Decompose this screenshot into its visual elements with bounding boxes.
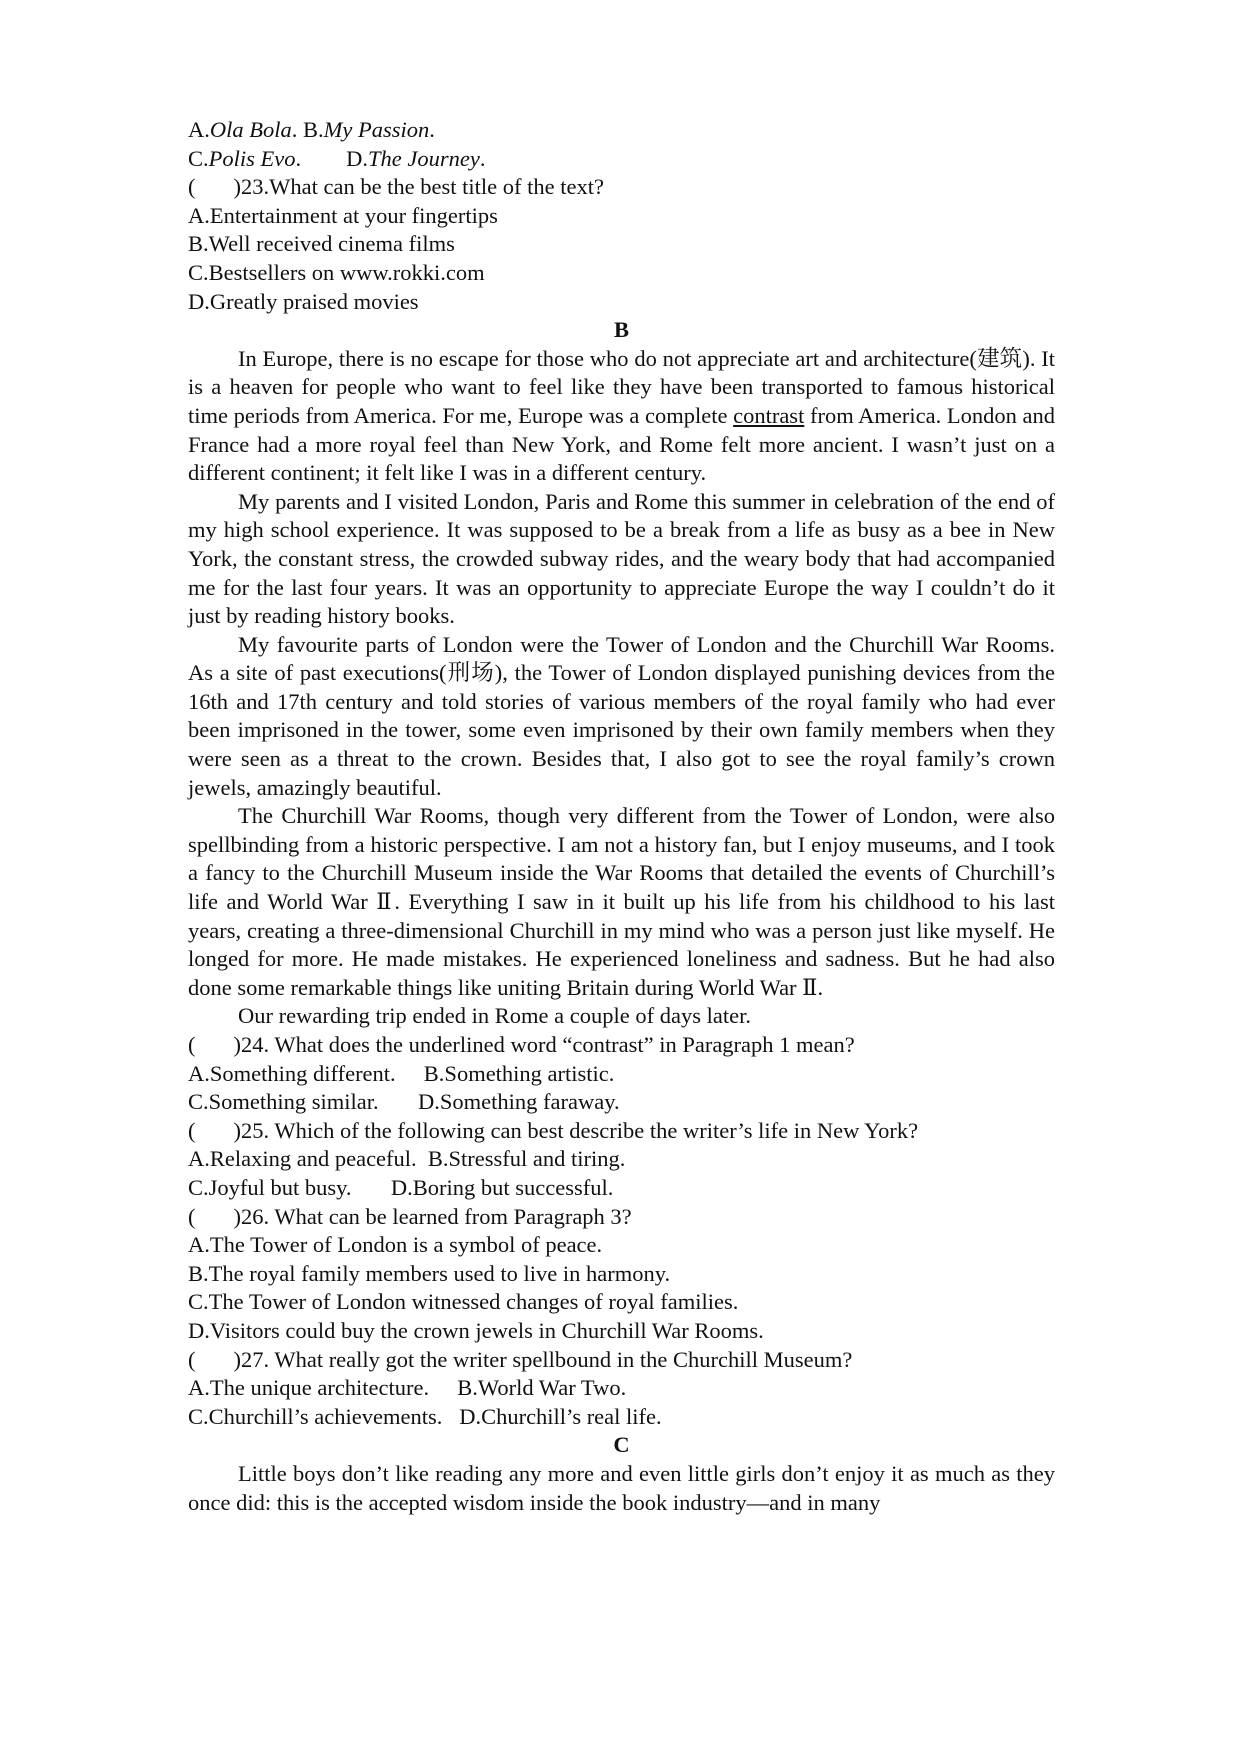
answer-bracket-close: ) xyxy=(233,174,241,200)
passage-b-paragraph-1 xyxy=(188,345,1055,488)
q24-options-line-2: C.Something similar. D.Something faraway. xyxy=(188,1089,620,1115)
section-heading-c: C xyxy=(613,1432,630,1458)
question-23 xyxy=(188,173,1055,202)
question-number: 25. xyxy=(241,1117,270,1143)
answer-bracket-open: ( xyxy=(188,1032,196,1057)
option-b-suffix: . xyxy=(429,117,435,142)
option-d-prefix: D. xyxy=(346,145,368,171)
question-text: What can be the best title of the text? xyxy=(269,174,604,200)
answer-bracket-open: ( xyxy=(188,174,196,200)
question-text: Which of the following can best describe the writer’s life in New York? xyxy=(269,1117,919,1143)
q26-option-b: B.The royal family members used to live in harmony. xyxy=(188,1260,671,1286)
underlined-word: contrast xyxy=(733,402,805,428)
q22-options-line-1 xyxy=(188,116,1055,145)
option-a-prefix: A. xyxy=(188,117,210,142)
option-a-suffix: . xyxy=(291,117,298,142)
option-b-prefix: B. xyxy=(303,117,324,142)
q24-options-line-1: A.Something different. B.Something artistic. xyxy=(188,1060,615,1086)
passage-b-paragraph-4: The Churchill War Rooms, though very different from the Tower of London, were also spellbinding from a historic perspective. I am not a history fan, but I enjoy museums, and I took a fancy to the Churchill Museum inside the War Rooms that detailed the events of Churchill’s life and World War Ⅱ. Everything I saw in it built up his life from his childhood to his last years, creating a three-dimensional Churchill in my mind who was a person just like myself. He longed for more. He made mistakes. He experienced loneliness and sadness. But he had also done some remarkable things like uniting Britain during World War Ⅱ. xyxy=(188,803,1055,1000)
option-c-title: Polis Evo xyxy=(208,145,296,171)
passage-c-paragraph-1: Little boys don’t like reading any more and even little girls don’t enjoy it as much as they once did: this is the accepted wisdom inside the book industry—and in many xyxy=(188,1460,1055,1515)
q23-option-d: D.Greatly praised movies xyxy=(188,288,419,314)
passage-b-paragraph-5: Our rewarding trip ended in Rome a couple of days later. xyxy=(238,1003,751,1029)
passage-b-paragraph-2: My parents and I visited London, Paris and Rome this summer in celebration of the end of my high school experience. It was supposed to be a break from a life as busy as a bee in New York, the constant stress, the crowded subway rides, and the weary body that had accompanied me for the last four years. It was an opportunity to appreciate Europe the way I couldn’t do it just by reading history books. xyxy=(188,488,1055,629)
q23-option-c: C.Bestsellers on www.rokki.com xyxy=(188,259,485,285)
option-c-prefix: C. xyxy=(188,145,209,171)
question-text: What really got the writer spellbound in the Churchill Museum? xyxy=(269,1346,853,1372)
question-number: 27. xyxy=(241,1346,270,1372)
q26-option-d: D.Visitors could buy the crown jewels in Churchill War Rooms. xyxy=(188,1317,764,1343)
question-24 xyxy=(188,1031,1055,1060)
answer-bracket-close: ) xyxy=(233,1346,241,1372)
answer-bracket-close: ) xyxy=(233,1032,241,1057)
option-b-title: My Passion xyxy=(323,117,430,142)
q27-options-line-1: A.The unique architecture. B.World War Two. xyxy=(188,1375,627,1401)
question-text: What can be learned from Paragraph 3? xyxy=(269,1203,632,1229)
option-d-suffix: . xyxy=(479,145,486,171)
paragraph-text: In Europe, there is no escape for those who do not appreciate art and architecture(建筑). It is a heaven for people who want to feel like they have been transported to famous historical time periods from America. For me, Europe was a complete xyxy=(188,345,1055,428)
q23-option-b: B.Well received cinema films xyxy=(188,231,455,257)
answer-bracket-open: ( xyxy=(188,1203,196,1229)
q26-option-c: C.The Tower of London witnessed changes of royal families. xyxy=(188,1289,739,1315)
q25-options-line-2: C.Joyful but busy. D.Boring but successful. xyxy=(188,1174,614,1200)
answer-bracket-open: ( xyxy=(188,1117,196,1143)
question-text: What does the underlined word “contrast” in Paragraph 1 mean? xyxy=(269,1032,855,1057)
q27-options-line-2: C.Churchill’s achievements. D.Churchill’s real life. xyxy=(188,1403,662,1429)
option-a-title: Ola Bola xyxy=(209,117,292,142)
question-27 xyxy=(188,1346,1055,1375)
q26-option-a: A.The Tower of London is a symbol of peace. xyxy=(188,1232,603,1258)
answer-bracket-close: ) xyxy=(233,1117,241,1143)
paragraph-text: from America. London and France had a more royal feel than New York, and Rome felt more ancient. I wasn’t just on a different continent; it felt like I was in a different century. xyxy=(188,402,1055,486)
question-25 xyxy=(188,1117,1055,1146)
answer-bracket-open: ( xyxy=(188,1346,196,1372)
question-number: 23. xyxy=(241,174,270,200)
q22-options-line-2 xyxy=(188,145,1055,174)
answer-bracket-close: ) xyxy=(233,1203,241,1229)
q25-options-line-1: A.Relaxing and peaceful. B.Stressful and tiring. xyxy=(188,1146,626,1172)
section-heading-b: B xyxy=(613,317,629,343)
passage-b-paragraph-3: My favourite parts of London were the Tower of London and the Churchill War Rooms. As a site of past executions(刑场), the Tower of London displayed punishing devices from the 16th and 17th century and told stories of various members of the royal family who had ever been imprisoned in the tower, some even imprisoned by their own family members when they were seen as a threat to the crown. Besides that, I also got to see the royal family’s crown jewels, amazingly beautiful. xyxy=(188,631,1055,800)
option-c-suffix: . xyxy=(295,145,302,171)
question-26 xyxy=(188,1203,1055,1232)
option-d-title: The Journey xyxy=(368,145,480,171)
q23-option-a: A.Entertainment at your fingertips xyxy=(188,202,498,228)
question-number: 24. xyxy=(241,1032,270,1057)
question-number: 26. xyxy=(241,1203,270,1229)
